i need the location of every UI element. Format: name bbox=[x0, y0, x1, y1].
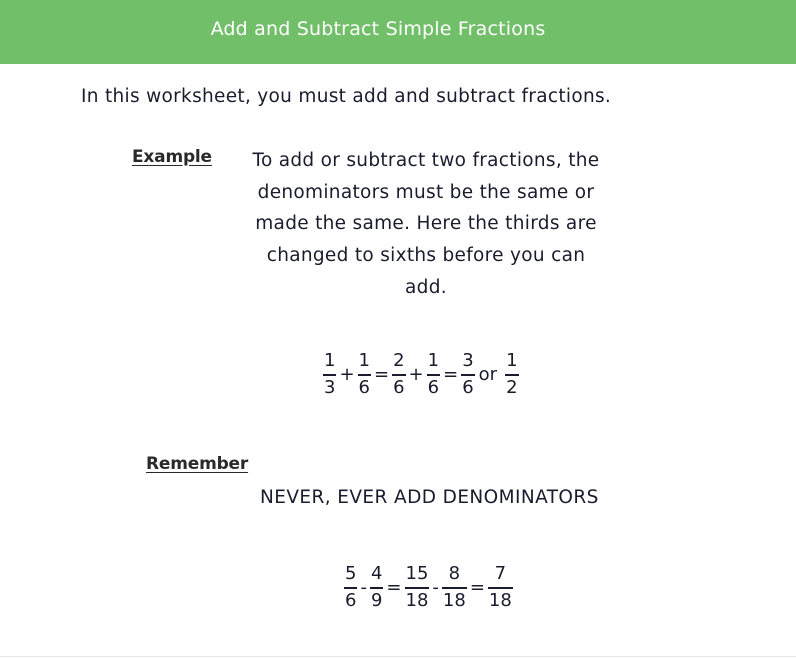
example-line: add. bbox=[405, 276, 447, 298]
denominator: 6 bbox=[427, 376, 440, 398]
intro-text: In this worksheet, you must add and subtract fractions. bbox=[81, 86, 612, 107]
fraction bbox=[405, 565, 430, 610]
fraction-bar bbox=[344, 587, 357, 589]
denominator: 6 bbox=[462, 376, 474, 398]
denominator: 18 bbox=[405, 589, 429, 611]
numerator: 8 bbox=[448, 563, 461, 584]
fraction bbox=[392, 352, 405, 397]
fraction-bar bbox=[505, 374, 518, 376]
fraction bbox=[358, 352, 371, 397]
fraction-bar bbox=[442, 587, 467, 589]
example-line: made the same. Here the thirds are bbox=[255, 213, 597, 235]
operator: = bbox=[386, 577, 402, 599]
example-line: denominators must be the same or bbox=[257, 181, 595, 203]
numerator: 1 bbox=[324, 350, 336, 371]
denominator: 9 bbox=[370, 589, 383, 611]
denominator: 3 bbox=[324, 376, 336, 398]
fraction bbox=[442, 565, 467, 610]
page-title: Add and Subtract Simple Fractions bbox=[210, 18, 546, 40]
fraction-bar bbox=[405, 587, 430, 589]
subtraction-equation bbox=[344, 565, 513, 610]
fraction-bar bbox=[427, 374, 440, 376]
fraction bbox=[370, 565, 383, 610]
numerator: 4 bbox=[370, 563, 383, 584]
fraction-bar bbox=[461, 374, 474, 376]
denominator: 2 bbox=[506, 376, 518, 398]
numerator: 5 bbox=[345, 563, 357, 584]
numerator: 1 bbox=[358, 350, 370, 371]
numerator: 3 bbox=[462, 350, 474, 371]
fraction-bar bbox=[323, 374, 336, 376]
operator: - bbox=[360, 577, 367, 599]
fraction bbox=[488, 565, 513, 610]
remember-text: NEVER, EVER ADD DENOMINATORS bbox=[260, 487, 599, 508]
denominator: 18 bbox=[488, 589, 512, 611]
example-line: changed to sixths before you can bbox=[266, 245, 586, 267]
operator: + bbox=[408, 364, 424, 386]
fraction-bar bbox=[370, 587, 383, 589]
operator: + bbox=[339, 364, 355, 386]
fraction-bar bbox=[488, 587, 513, 589]
operator-or: or bbox=[478, 364, 498, 386]
example-text bbox=[226, 145, 626, 304]
bottom-divider bbox=[0, 656, 796, 657]
remember-label: Remember bbox=[146, 454, 249, 474]
denominator: 18 bbox=[442, 589, 466, 611]
example-label: Example bbox=[132, 147, 212, 167]
example-equation bbox=[323, 352, 519, 397]
operator: = bbox=[469, 577, 485, 599]
operator: = bbox=[374, 364, 390, 386]
example-line: To add or subtract two fractions, the bbox=[252, 150, 600, 171]
fraction bbox=[505, 352, 518, 397]
denominator: 6 bbox=[393, 376, 405, 398]
numerator: 2 bbox=[393, 350, 405, 371]
operator: = bbox=[443, 364, 459, 386]
fraction bbox=[323, 352, 336, 397]
fraction bbox=[427, 352, 440, 397]
fraction bbox=[461, 352, 474, 397]
denominator: 6 bbox=[358, 376, 370, 398]
numerator: 15 bbox=[405, 563, 429, 584]
fraction-bar bbox=[392, 374, 405, 376]
header-banner bbox=[0, 0, 796, 64]
numerator: 1 bbox=[427, 350, 440, 371]
operator: - bbox=[432, 577, 439, 599]
numerator: 7 bbox=[494, 563, 507, 584]
fraction bbox=[344, 565, 357, 610]
fraction-bar bbox=[358, 374, 371, 376]
numerator: 1 bbox=[506, 350, 518, 371]
denominator: 6 bbox=[345, 589, 357, 611]
